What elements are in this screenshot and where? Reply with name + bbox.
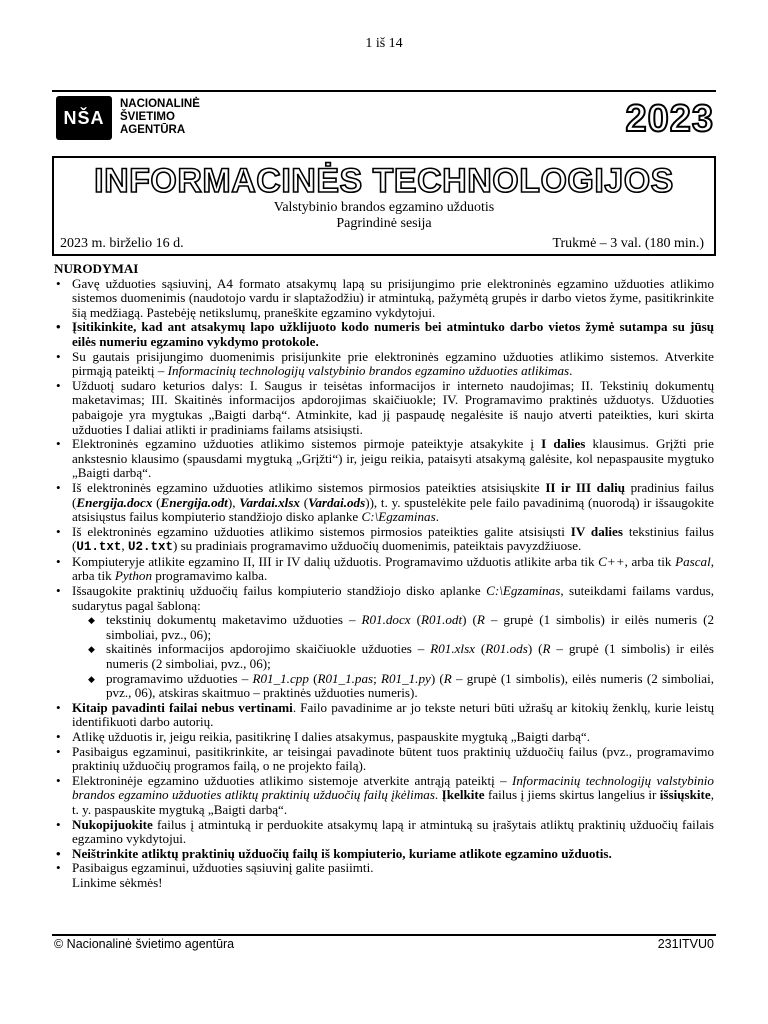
page-number: 1 iš 14 [365,36,403,51]
sub-list-item: ◆ skaitinės informacijos apdorojimo skaičiuokle užduoties – R01.xlsx (R01.ods) (R – grupė (1 simbolis) ir eilės numeris (2 simboliai, pvz., 06); [72,642,714,671]
exam-session: Pagrindinė sesija [336,216,432,231]
title-box [52,156,716,256]
list-item: • Pasibaigus egzaminui, užduoties sąsiuvinį galite pasiimti. [54,861,714,876]
list-item: • Neištrinkite atliktų praktinių užduočių failų iš kompiuterio, kuriame atlikote egzamino užduotis. [54,847,714,862]
instructions-list [54,277,714,876]
list-item: • Kompiuteryje atlikite egzamino II, III ir IV dalių užduotis. Programavimo užduotis atlikite arba tik C++, arba tik Pascal, arba tik Python programavimo kalba. [54,555,714,584]
list-item: • Pasibaigus egzaminui, pasitikrinkite, ar teisingai pavadinote būtent tuos praktinių užduočių failus (pvz., programavimo praktinių užduočių programos failą, o ne projekto failą). [54,745,714,774]
list-item: • Iš elektroninės egzamino užduoties atlikimo sistemos pirmosios pateikties galite atsisiųsti IV dalies tekstinius failus (U1.txt, U2.txt) su pradiniais programavimo užduočių duomenimis, pateiktais pavyzdžiuose. [54,525,714,555]
list-item: • Iš elektroninės egzamino užduoties atlikimo sistemos pirmosios pateikties atsisiųskite II ir III dalių pradinius failus (Energija.docx (Energija.odt), Vardai.xlsx (Vardai.ods)), t. y. spustelėkite pele failo pavadinimą (nuorodą) ir išsaugokite atsisiųstus failus kompiuterio standžiojo disko aplanke C:\Egzaminas. [54,481,714,525]
nsa-logo [56,96,112,140]
list-item: • Gavę užduoties sąsiuvinį, A4 formato atsakymų lapą su prisijungimo prie elektroninės egzamino užduoties atlikimo sistemos duomenimis (naudotojo vardu ir slaptažodžiu) ir atmintuką, pažymėtą grupės ir darbo vietos žyme, pasitikrinkite šią medžiagą. Pastebėję netikslumų, praneškite egzamino vykdytojui. [54,277,714,321]
exam-year: 2023 [625,98,714,140]
list-item: • Išsaugokite praktinių užduočių failus kompiuterio standžiojo disko aplanke C:\Egzaminas, suteikdami failams vardus, sudarytus pagal šabloną: ◆ tekstinių dokumentų maketavimo užduoties – R01.docx (R01.odt) (R – grupė (1 simbolis) ir eilės numeris (2 simboliai, pvz., 06); ◆ skaitinės informacijos apdorojimo skaičiuokle užduoties – R01.xlsx (R01.ods) (R – grupė (1 simbolis) ir eilės numeris (2 simboliai, pvz., 06); ◆ programavimo užduoties – R01_1.cpp (R01_1.pas; R01_1.py) (R – grupė (1 simbolis), eilės numeris (2 simboliai, pvz., 06), atskiras skaitmuo – praktinės užduoties numeris). [54,584,714,701]
instructions-heading: NURODYMAI [54,261,139,276]
list-item: • Įsitikinkite, kad ant atsakymų lapo užklijuoto kodo numeris bei atmintuko darbo vietos žymė sutampa su jūsų eilės numeriu egzamino vykdymo protokole. [54,320,714,349]
header-rule-top [52,90,716,92]
instructions-section [54,262,714,891]
org-line-1: NACIONALINĖ [120,98,200,110]
closing-wish: Linkime sėkmės! [72,874,163,890]
org-line-2: ŠVIETIMO [120,111,175,123]
exam-date: 2023 m. birželio 16 d. [60,236,184,251]
list-item: • Su gautais prisijungimo duomenimis prisijunkite prie elektroninės egzamino užduoties atlikimo sistemos. Atverkite pirmąją pateiktį – Informacinių technologijų valstybinio brandos egzamino užduoties atlikimas. [54,350,714,379]
list-item: • Atlikę užduotis ir, jeigu reikia, pasitikrinę I dalies atsakymus, paspauskite mygtuką „Baigti darbą“. [54,730,714,745]
footer-rule [52,934,716,936]
list-item: • Nukopijuokite failus į atmintuką ir perduokite atsakymų lapą ir atmintuką su įrašytais atliktų praktinių užduočių failais egzamino vykdytojui. [54,818,714,847]
sub-list-item: ◆ tekstinių dokumentų maketavimo užduoties – R01.docx (R01.odt) (R – grupė (1 simbolis) ir eilės numeris (2 simboliai, pvz., 06); [72,613,714,642]
org-line-3: AGENTŪRA [120,124,186,136]
list-item: • Užduotį sudaro keturios dalys: I. Saugus ir teisėtas informacijos ir interneto naudojimas; II. Tekstinių dokumentų maketavimas; III. Skaitinės informacijos apdorojimas skaičiuokle; IV. Programavimo praktinės užduotys. Užduoties pabaigoje yra mygtukas „Baigti darbą“. Atminkite, kad jį paspaudę negalėsite iš naujo atverti pateikties, kuri skirta užduoties I daliai atlikti ir pradiniams failams atsisiųsti. [54,379,714,437]
filename-template-list [72,613,714,701]
sub-list-item: ◆ programavimo užduoties – R01_1.cpp (R01_1.pas; R01_1.py) (R – grupė (1 simbolis), eilės numeris (2 simboliai, pvz., 06), atskiras skaitmuo – praktinės užduoties numeris). [72,672,714,701]
exam-duration: Trukmė – 3 val. (180 min.) [552,236,704,251]
exam-subtitle: Valstybinio brandos egzamino užduotis [273,200,495,215]
list-item: • Elektroninėje egzamino užduoties atlikimo sistemoje atverkite antrąją pateiktį – Informacinių technologijų valstybinio brandos egzamino užduoties atliktų praktinių užduočių failų įkėlimas. Įkelkite failus į jiems skirtus langelius ir išsiųskite, t. y. paspauskite mygtuką „Baigti darbą“. [54,774,714,818]
logo-text: NŠA [63,107,105,128]
footer-copyright: © Nacionalinė švietimo agentūra [54,937,235,951]
organization-name [120,98,200,137]
exam-title: INFORMACINĖS TECHNOLOGIJOS [94,162,674,200]
list-item: • Kitaip pavadinti failai nebus vertinami. Failo pavadinime ar jo tekste neturi būti užrašų ar kitokių ženklų, kurie leistų identifikuoti darbo autorių. [54,701,714,730]
list-item: • Elektroninės egzamino užduoties atlikimo sistemos pirmoje pateiktyje atsakykite į I dalies klausimus. Grįžti prie ankstesnio klausimo (spausdami mygtuką „Grįžti“) ir, jeigu reikia, pataisyti atsakymą galėsite, kol nepaspausite mygtuko „Baigti darbą“. [54,437,714,481]
footer-code: 231ITVU0 [657,937,714,951]
